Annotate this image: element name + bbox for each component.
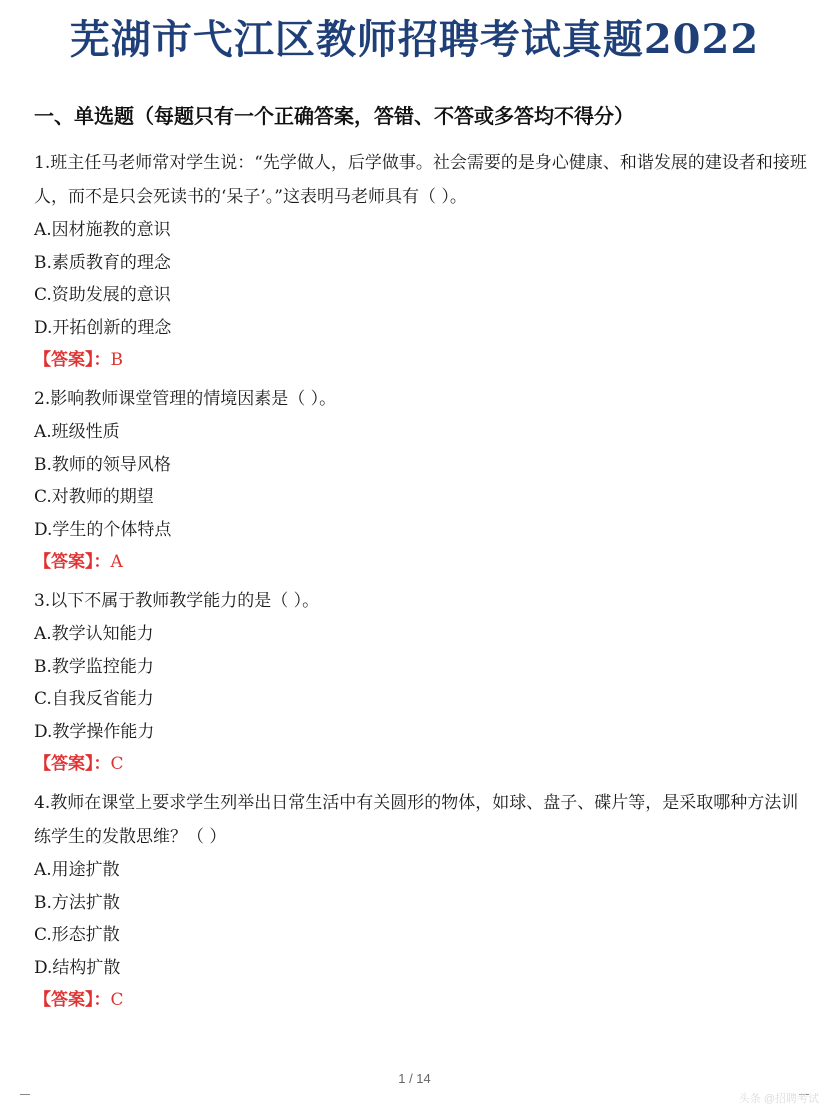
question-3 — [34, 584, 814, 780]
option-b: B.教学监控能力 — [34, 656, 154, 677]
option-d: D.结构扩散 — [34, 957, 121, 978]
option-a: A.教学认知能力 — [34, 624, 154, 644]
answer-label: 【答案】： — [34, 990, 111, 1010]
answer-line — [34, 344, 814, 376]
question-text: 2.影响教师课堂管理的情境因素是（ ）。 — [34, 389, 337, 409]
answer-value: C — [110, 754, 124, 774]
question-text: 3.以下不属于教师教学能力的是（ ）。 — [34, 591, 320, 611]
option-c: C.对教师的期望 — [34, 487, 154, 507]
page-corner-mark-left — [20, 1094, 30, 1095]
option-a: A.因材施教的意识 — [34, 220, 171, 240]
answer-label: 【答案】： — [34, 754, 111, 774]
document-title: 芜湖市弋江区教师招聘考试真题2022 — [69, 16, 760, 63]
option-c: C.形态扩散 — [34, 925, 120, 945]
option-b: B.教师的领导风格 — [34, 454, 171, 475]
question-text: 1.班主任马老师常对学生说：“先学做人，后学做事。社会需要的是身心健康、和谐发展的建设者和接班人，而不是只会死读书的‘呆子’。”这表明马老师具有（ ）。 — [34, 153, 807, 207]
question-list — [34, 146, 814, 1022]
answer-line — [34, 748, 814, 780]
option-a: A.用途扩散 — [34, 860, 120, 880]
option-d: D.学生的个体特点 — [34, 519, 172, 540]
option-b: B.方法扩散 — [34, 892, 120, 913]
answer-label: 【答案】： — [34, 552, 111, 572]
question-4 — [34, 786, 814, 1016]
option-c: C.资助发展的意识 — [34, 285, 171, 305]
option-d: D.教学操作能力 — [34, 721, 155, 742]
answer-line — [34, 984, 814, 1016]
option-a: A.班级性质 — [34, 422, 120, 442]
answer-value: C — [110, 990, 124, 1010]
option-c: C.自我反省能力 — [34, 689, 154, 709]
question-1 — [34, 146, 814, 376]
page-indicator: 1 / 14 — [398, 1071, 431, 1086]
answer-value: B — [110, 350, 123, 370]
option-b: B.素质教育的理念 — [34, 252, 171, 273]
section-heading: 一、单选题（每题只有一个正确答案，答错、不答或多答均不得分） — [34, 104, 634, 128]
answer-label: 【答案】： — [34, 350, 111, 370]
answer-value: A — [110, 552, 123, 572]
watermark: 头条 @招聘考试 — [738, 1093, 819, 1105]
question-2 — [34, 382, 814, 578]
option-d: D.开拓创新的理念 — [34, 317, 172, 338]
question-text: 4.教师在课堂上要求学生列举出日常生活中有关圆形的物体，如球、盘子、碟片等，是采取哪种方法训练学生的发散思维？（ ） — [34, 793, 799, 847]
answer-line — [34, 546, 814, 578]
